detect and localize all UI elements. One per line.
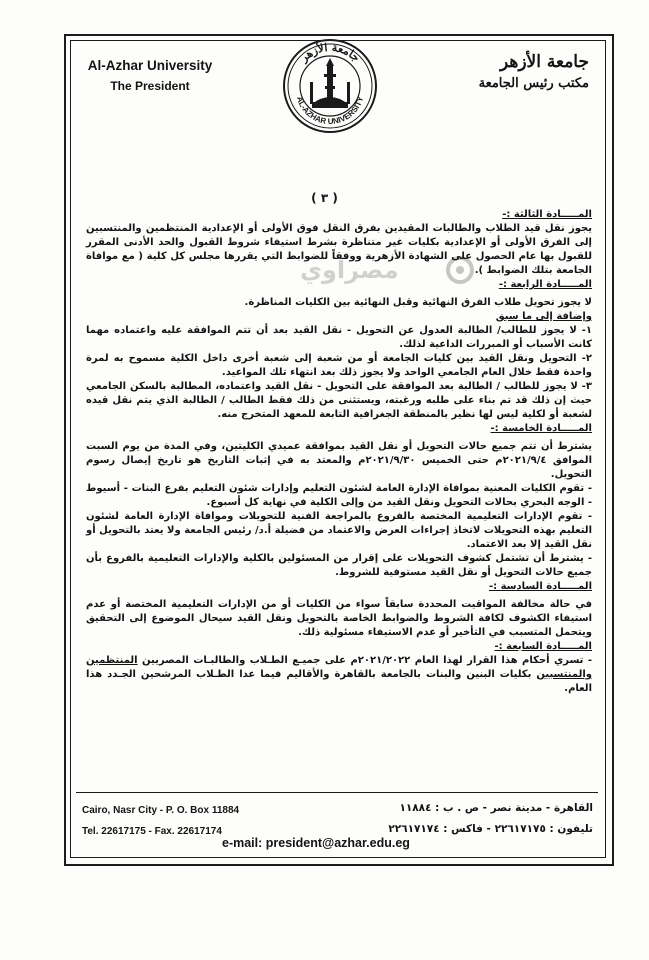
page-number: ( ٣ ) xyxy=(311,191,338,205)
article-3-heading: المـــــادة الثالثة :- xyxy=(502,209,592,220)
article-7-text-underlined: المنتظمين والمنتسبين xyxy=(86,655,592,680)
article-7-heading: المـــــادة السابعة :- xyxy=(494,641,592,652)
university-name-en: Al-Azhar University xyxy=(87,58,213,73)
decree-body xyxy=(86,208,592,696)
article-7-text-part1: - تسري أحكام هذا القرار لهذا العام ٢٠٢١/٢٠٢٢م على جميـع الطـلاب والطالبـات المصريين xyxy=(137,655,592,666)
article-5-item: - تقوم الإدارات التعليمية المختصة بالفروع بالمراجعة الفنية للتحويلات وموافاة الإدارة العامة لشئون التعليم بهذه التحويلات لاتخاذ إجراءات العرض والاعتماد من فضيلة أ.د/ رئيس الجامعة ولا يعتد بالتحويل أو نقل القيد إلا بعد الاعتماد. xyxy=(86,511,592,550)
phone-en: Tel. 22617175 - Fax. 22617174 xyxy=(82,826,222,837)
seal-text-en: AL-AZHAR UNIVERSITY xyxy=(294,95,366,127)
university-seal-icon xyxy=(282,38,378,134)
seal-text-ar: جامعة الأزهر xyxy=(297,40,363,65)
article-6-heading: المـــــادة السادسة :- xyxy=(488,581,592,592)
article-7-text-part2: بكليات البنين والبنات بالجامعة بالقاهرة والأقاليم فيما عدا الطـلاب المرشحين الجـدد هذا العام. xyxy=(86,669,592,694)
article-4-item: ٢- التحويل ونقل القيد بين كليات الجامعة أو من شعبة إلى شعبة أخرى داخل الكلية مسموح به لمرة واحدة فقط خلال العام الجامعي الواحد ولا يجوز ذلك بعد انتهاء تلك المواعيد. xyxy=(86,353,592,378)
article-4-item: ١- لا يجوز للطالب/ الطالبة العدول عن التحويل - نقل القيد بعد أن تتم الموافقة عليه واعتماده مهما كانت الأسباب أو المبررات الداعية لذلك. xyxy=(86,325,592,350)
article-3-text: يجوز نقل قيد الطلاب والطالبات المقيدين بفرق النقل فوق الأولى أو الإعدادية المنتظمين والمنتسبين إلى الفرق الأولى أو الإعدادية بكليات غير متناظرة بشرط استيفاء شروط القبول والحد الأدنى المقرر للقبول بها عام الحصول على الشهادة الأزهرية ووفقاً للضوابط التي يقررها مجلس كل كلية ( مع موافاة الجامعة بتلك الضوابط ). xyxy=(86,223,592,276)
footer-arabic xyxy=(353,798,593,840)
watermark-text: مصراوي xyxy=(300,256,399,284)
article-5-item: - تقوم الكليات المعنية بموافاة الإدارة العامة لشئون التعليم وإدارات شئون التعليم بفرع البنات - أسيوط - الوجه البحري بحالات التحويل ونقل القيد من وإلى الكلية في نهاية كل أسبوع. xyxy=(86,483,592,508)
article-7-text xyxy=(86,654,592,696)
office-name-en: The President xyxy=(110,79,190,93)
article-4-heading: المـــــادة الرابعة :- xyxy=(498,279,592,290)
footer-divider xyxy=(76,792,598,793)
email-link[interactable]: e-mail: president@azhar.edu.eg xyxy=(222,836,410,850)
office-name-ar: مكتب رئيس الجامعة xyxy=(478,76,589,91)
article-6-text: في حالة مخالفة المواقيت المحددة سابقاً سواء من الكليات أو من الإدارات التعليمية المختصة أو عدم استيفاء الكشوف لكافة الشروط والضوابط الخاصة بالتحويل ونقل القيد سيحال الموضوع إلى التحقيق ويتحمل المتسبب في التأخير أو عدم الاستيفاء مسئولية ذلك. xyxy=(86,599,592,638)
article-4-addition-heading: وإضافة إلى ما سبق xyxy=(495,311,592,322)
article-5-text: يشترط أن تتم جميع حالات التحويل أو نقل القيد بموافقة عميدي الكليتين، وفي المدة من يوم السبت الموافق ٢٠٢١/٩/٤م حتى الخميس ٢٠٢١/٩/٣٠م والمعتد به في إثبات التاريخ هو تاريخ إيصال رسوم التحويل. xyxy=(86,441,592,480)
article-5-heading: المـــــادة الخامسة :- xyxy=(490,423,592,434)
article-4-item: ٣- لا يجوز للطالب / الطالبة بعد الموافقة على التحويل - نقل القيد واعتماده، المطالبة بالسكن الجامعي حيث إن ذلك قد تم بناء على طلبه ورغبته، ويستثنى من ذلك فقط الطالب / الطالبة الذي يتم نقل قيده لشعبة أو لكلية ليس لها نظير بالمنطقة الجغرافية التابعة للمعهد المتخرج منه. xyxy=(86,381,592,420)
university-name-ar: جامعة الأزهر xyxy=(499,52,589,72)
article-4-text: لا يجوز تحويل طلاب الفرق النهائية وقبل النهائية بين الكليات المناظرة. xyxy=(244,297,592,308)
phone-ar: تليفون : ٢٢٦١٧١٧٥ - فاكس : ٢٢٦١٧١٧٤ xyxy=(388,823,593,835)
article-5-item: - يشترط أن تشتمل كشوف التحويلات على إقرار من المسئولين بالكلية والإدارات التعليمية بالفروع بأن جميع حالات التحويل أو نقل القيد مستوفية للشروط. xyxy=(86,553,592,578)
address-ar: القاهرة - مدينة نصر - ص . ب : ١١٨٨٤ xyxy=(399,802,593,814)
letterhead-english xyxy=(70,58,230,93)
address-en: Cairo, Nasr City - P. O. Box 11884 xyxy=(82,805,240,816)
letterhead-arabic xyxy=(439,52,589,91)
